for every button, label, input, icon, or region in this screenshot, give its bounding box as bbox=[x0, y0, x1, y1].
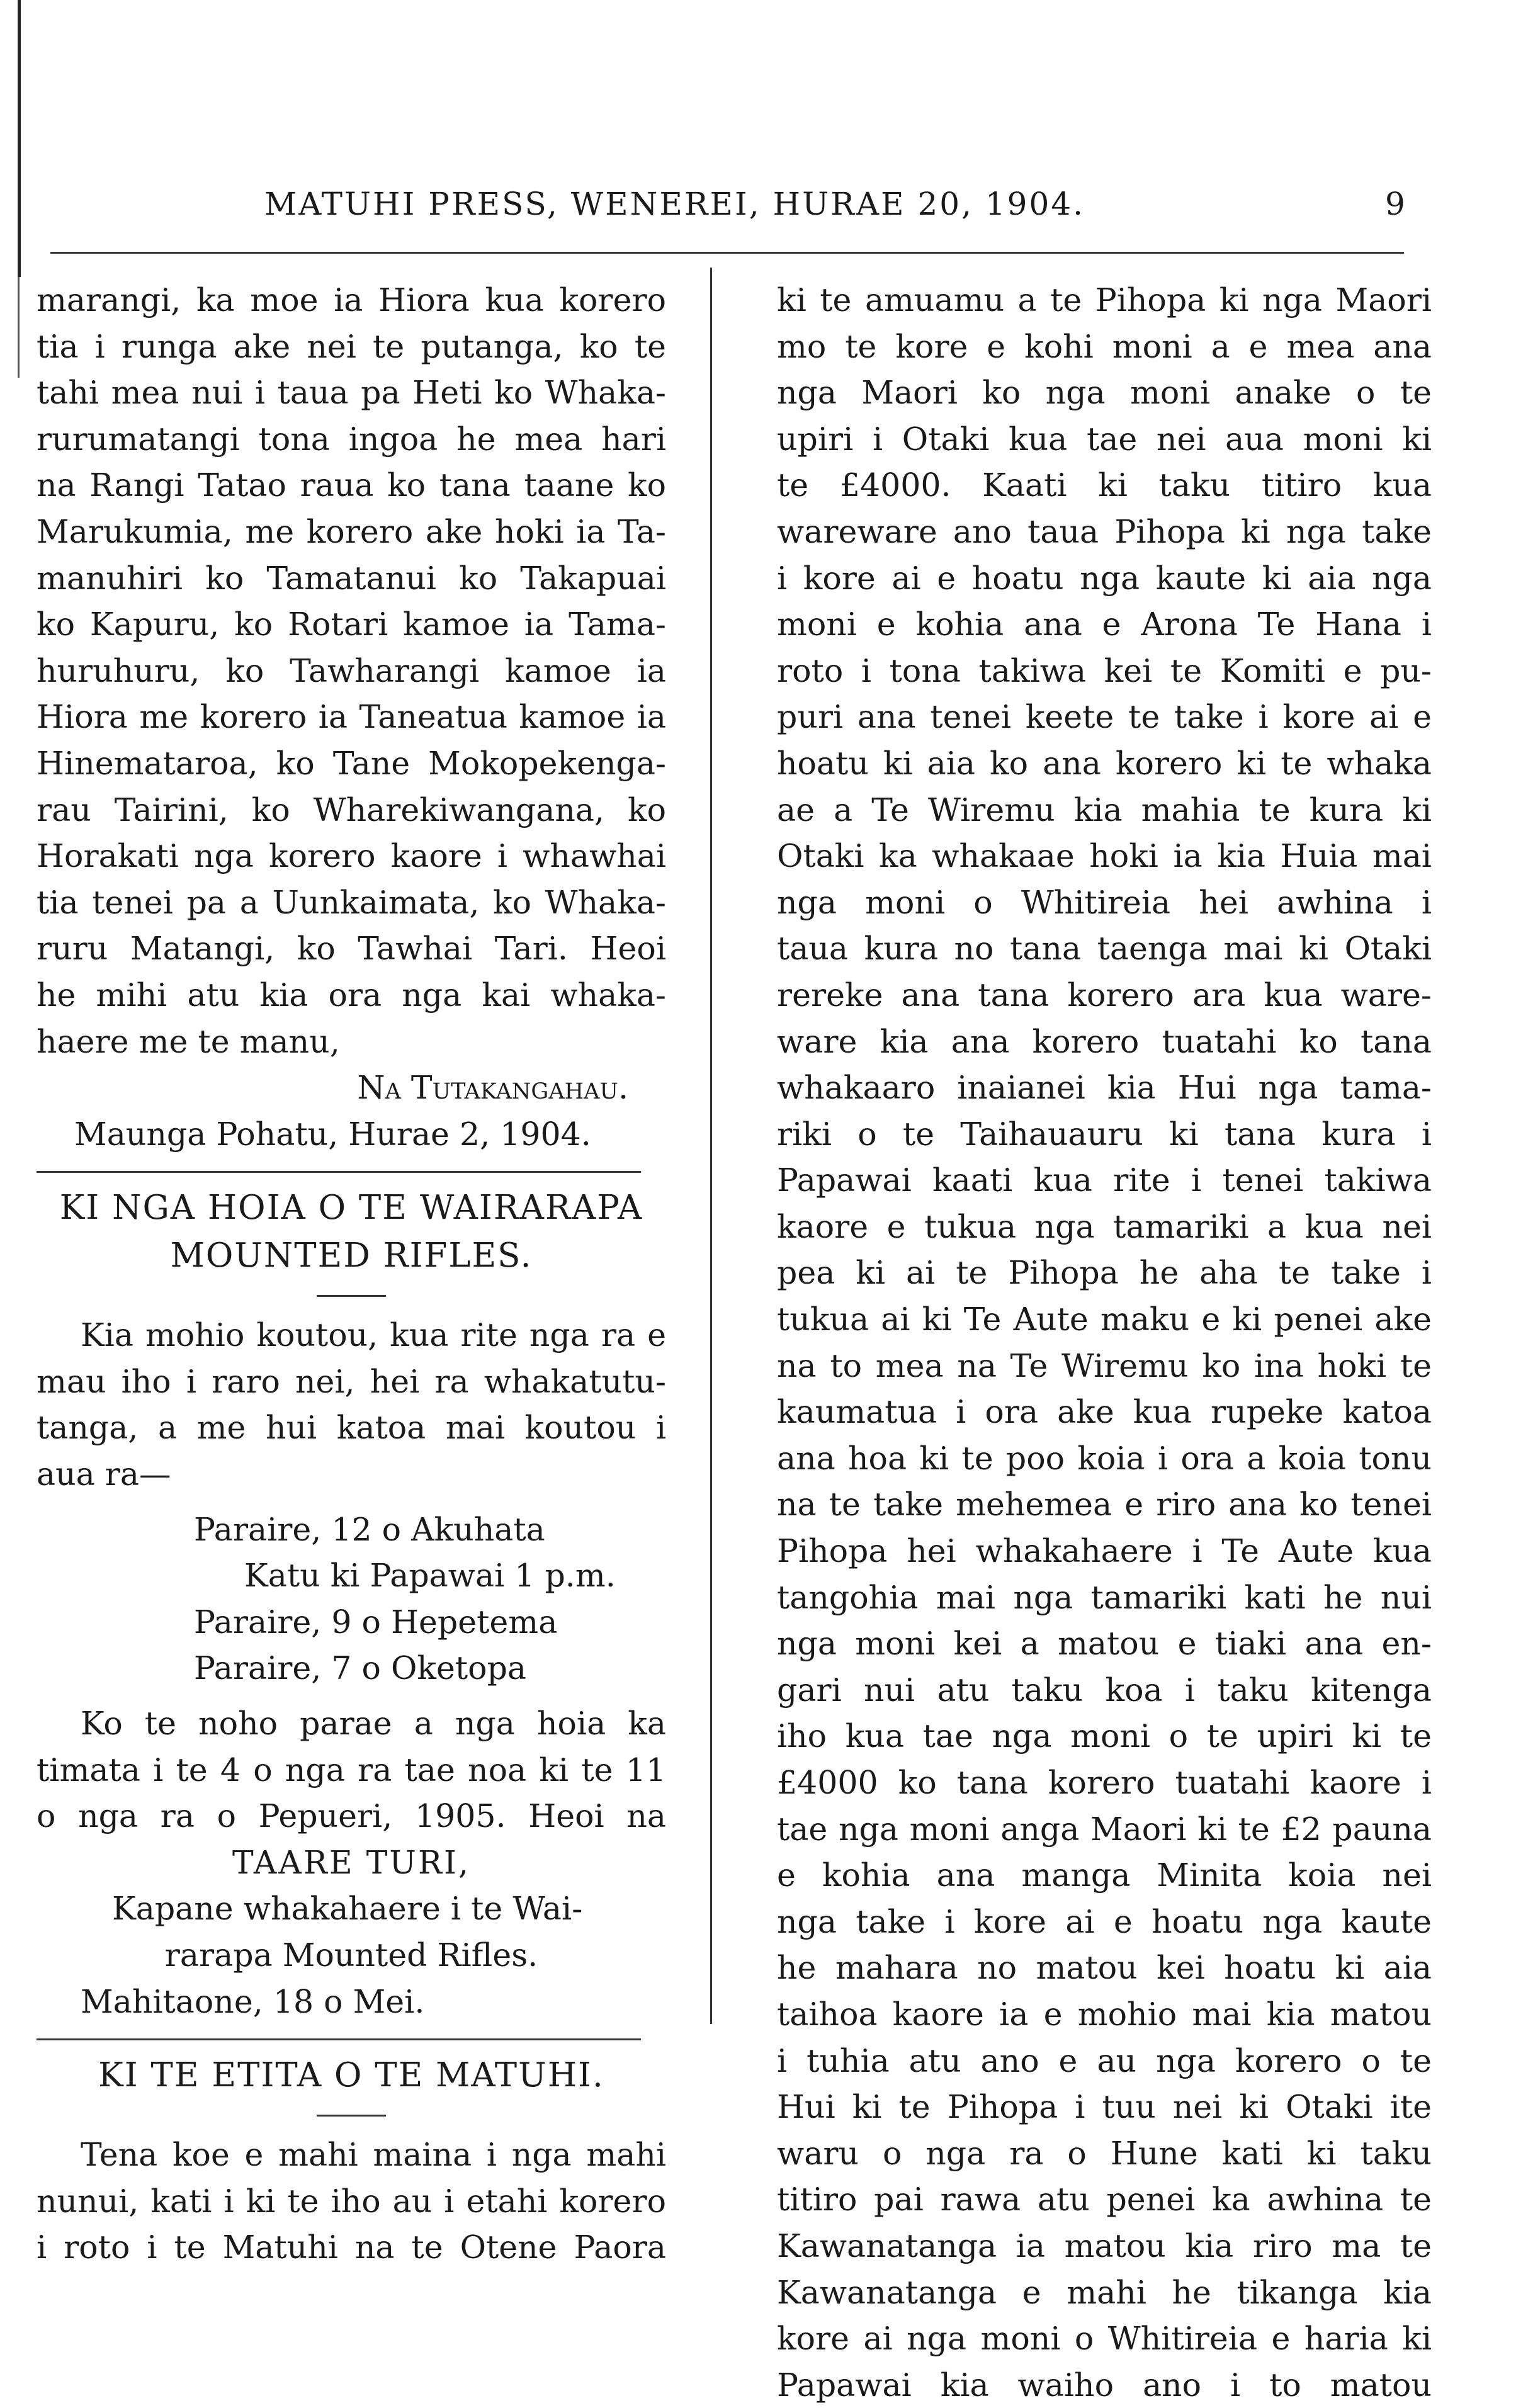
text-line: ana hoa ki te poo koia i ora a koia tonu bbox=[777, 1439, 1432, 1477]
text-line: haere me te manu, bbox=[37, 1022, 340, 1060]
text-line: wareware ano taua Pihopa ki nga take bbox=[777, 512, 1432, 550]
schedule-item: Katu ki Papawai 1 p.m. bbox=[244, 1557, 616, 1595]
text-line: rereke ana tana korero ara kua ware- bbox=[777, 976, 1432, 1014]
schedule-item: Paraire, 7 o Oketopa bbox=[194, 1649, 527, 1687]
text-line: Kawanatanga ia matou kia riro ma te bbox=[777, 2227, 1432, 2264]
text-line: tia tenei pa a Uunkaimata, ko Whaka- bbox=[37, 883, 666, 921]
editor-heading: KI TE ETITA O TE MATUHI. bbox=[98, 2056, 604, 2095]
text-line: Tena koe e mahi maina i nga mahi bbox=[81, 2136, 666, 2174]
text-line: taua kura no tana taenga mai ki Otaki bbox=[777, 930, 1432, 968]
text-line: tanga, a me hui katoa mai koutou i bbox=[37, 1409, 666, 1447]
text-line: Otaki ka whakaae hoki ia kia Huia mai bbox=[777, 837, 1432, 875]
page-number: 9 bbox=[1385, 186, 1405, 222]
text-line: Hinematarоа, ko Tane Mokopekenga- bbox=[37, 744, 666, 782]
dateline: Maunga Pohatu, Hurae 2, 1904. bbox=[74, 1115, 591, 1153]
text-line: Hui ki te Pihopa i tuu nei ki Otaki ite bbox=[777, 2088, 1432, 2126]
text-line: titiro pai rawa atu penei ka awhina te bbox=[777, 2181, 1432, 2219]
text-line: rurumatangi tona ingoa he mea hari bbox=[37, 420, 666, 458]
letter-text bbox=[37, 277, 666, 1157]
signer-title: Kapane whakahaere i te Wai- bbox=[112, 1890, 583, 1928]
text-line: i kore ai e hoatu nga kaute ki aia nga bbox=[777, 559, 1432, 597]
text-line: whakaaro inaianei kia Hui nga tama- bbox=[777, 1069, 1432, 1107]
text-line: Ko te noho parae a nga hoia ka bbox=[81, 1705, 666, 1743]
text-line: nga moni o Whitireia hei awhina i bbox=[777, 883, 1432, 921]
mini-rule bbox=[317, 2115, 386, 2117]
notice-text bbox=[37, 1312, 666, 1497]
signature: Na Tutakangahau. bbox=[357, 1069, 628, 1107]
text-line: ko Kapuru, ko Rotari kamoe ia Tama- bbox=[37, 606, 666, 643]
text-line: ruru Matangi, ko Tawhai Tari. Heoi bbox=[37, 930, 666, 968]
notice-heading: MOUNTED RIFLES. bbox=[170, 1236, 533, 1275]
column-rule bbox=[710, 268, 712, 2024]
text-line: riki o te Taihauauru ki tana kura i bbox=[777, 1115, 1432, 1153]
text-line: Papawai kaati kua rite i tenei takiwa bbox=[777, 1162, 1432, 1199]
mini-rule bbox=[317, 1295, 386, 1297]
text-line: e kohia ana manga Minita koia nei bbox=[777, 1857, 1432, 1894]
text-line: o nga ra o Pepueri, 1905. Heoi na bbox=[37, 1797, 666, 1835]
closing-text bbox=[37, 1700, 666, 2025]
right-column bbox=[777, 277, 1432, 2408]
text-line: mo te kore e kohi moni a e mea ana bbox=[777, 327, 1432, 365]
notice-heading: KI NGA HOIA O TE WAIRARAPA bbox=[59, 1189, 643, 1228]
text-line: na te take mehemea e riro ana ko tenei bbox=[777, 1486, 1432, 1523]
text-line: Horakati nga korero kaore i whawhai bbox=[37, 837, 666, 875]
header-rule bbox=[50, 252, 1404, 254]
text-line: na to mea na Te Wiremu ko ina hoki te bbox=[777, 1347, 1432, 1384]
text-line: taihoa kaore ia e mohio mai kia matou bbox=[777, 1995, 1432, 2033]
text-line: upiri i Otaki kua tae nei aua moni ki bbox=[777, 420, 1432, 458]
schedule bbox=[37, 1506, 666, 1692]
text-line: nga Maori ko nga moni anake o te bbox=[777, 374, 1432, 412]
text-line: puri ana tenei keete te take i kore ai e bbox=[777, 698, 1432, 736]
text-line: te £4000. Kaati ki taku titiro kua bbox=[777, 466, 1432, 504]
text-line: tangohia mai nga tamariki kati he nui bbox=[777, 1578, 1432, 1616]
left-column bbox=[37, 277, 666, 2271]
text-line: Papawai kia waiho ano i to matou bbox=[777, 2366, 1432, 2404]
margin-rule bbox=[18, 0, 21, 277]
text-line: timata i te 4 o nga ra tae noa ki te 11 bbox=[37, 1751, 666, 1789]
text-line: roto i tona takiwa kei te Komiti e pu- bbox=[777, 652, 1432, 689]
text-line: nunui, kati i ki te iho au i etahi korero bbox=[37, 2182, 666, 2220]
text-line: waru o nga ra o Hune kati ki taku bbox=[777, 2134, 1432, 2172]
text-line: kaore e tukua nga tamariki a kua nei bbox=[777, 1207, 1432, 1245]
running-head: MATUHI PRESS, WENEREI, HURAE 20, 1904. bbox=[264, 186, 1085, 222]
text-line: marangi, ka moe ia Hiora kua korero bbox=[37, 281, 666, 319]
section-rule bbox=[37, 2038, 641, 2040]
text-line: Kawanatanga e mahi he tikanga kia bbox=[777, 2273, 1432, 2311]
section-rule bbox=[37, 1171, 641, 1173]
text-line: nga take i kore ai e hoatu nga kaute bbox=[777, 1902, 1432, 1940]
text-line: tukua ai ki Te Aute maku e ki penei ake bbox=[777, 1301, 1432, 1338]
text-line: tia i runga ake nei te putanga, ko te bbox=[37, 327, 666, 365]
margin-rule bbox=[18, 277, 20, 378]
text-line: rau Tairini, ko Wharekiwangana, ko bbox=[37, 791, 666, 828]
text-line: iho kua tae nga moni o te upiri ki te bbox=[777, 1717, 1432, 1755]
text-line: ki te amuamu a te Pihopa ki nga Maori bbox=[777, 281, 1432, 319]
schedule-item: Paraire, 12 o Akuhata bbox=[194, 1510, 545, 1548]
editor-text bbox=[37, 2132, 666, 2271]
text-line: mau iho i raro nei, hei ra whakatutu- bbox=[37, 1362, 666, 1400]
text-line: gari nui atu taku koa i taku kitenga bbox=[777, 1671, 1432, 1709]
text-line: Pihopa hei whakahaere i Te Aute kua bbox=[777, 1532, 1432, 1570]
signer-date: Mahitaone, 18 o Mei. bbox=[81, 1982, 425, 2020]
signer-title: rarapa Mounted Rifles. bbox=[164, 1936, 538, 1974]
text-line: tahi mea nui i taua pa Heti ko Whaka- bbox=[37, 374, 666, 412]
text-line: hoatu ki aia ko ana korero ki te whaka bbox=[777, 744, 1432, 782]
text-line: ware kia ana korero tuatahi ko tana bbox=[777, 1022, 1432, 1060]
text-line: he mahara no matou kei hoatu ki aia bbox=[777, 1949, 1432, 1987]
text-line: i tuhia atu ano e au nga korero o te bbox=[777, 2042, 1432, 2079]
text-line: manuhiri ko Tamatanui ko Takapuai bbox=[37, 559, 666, 597]
text-line: ae a Te Wiremu kia mahia te kura ki bbox=[777, 791, 1432, 828]
text-line: nga moni kei a matou e tiaki ana en- bbox=[777, 1625, 1432, 1663]
text-line: kore ai nga moni o Whitireia e haria ki bbox=[777, 2320, 1432, 2358]
text-line: moni e kohia ana e Arona Te Hana i bbox=[777, 606, 1432, 643]
schedule-item: Paraire, 9 o Hepetema bbox=[194, 1603, 558, 1641]
text-line: he mihi atu kia ora nga kai whaka- bbox=[37, 976, 666, 1014]
text-line: i roto i te Matuhi na te Otene Paora bbox=[37, 2229, 666, 2266]
text-line: huruhuru, ko Tawharangi kamoe ia bbox=[37, 652, 666, 689]
text-line: £4000 ko tana korero tuatahi kaore i bbox=[777, 1764, 1432, 1801]
letter-continuation bbox=[777, 277, 1432, 2408]
text-line: Marukumia, me korero ake hoki ia Ta- bbox=[37, 512, 666, 550]
text-line: tae nga moni anga Maori ki te £2 pauna bbox=[777, 1810, 1432, 1848]
text-line: aua ra— bbox=[37, 1456, 171, 1493]
text-line: kaumatua i ora ake kua rupeke katoa bbox=[777, 1393, 1432, 1431]
text-line: Kia mohio koutou, kua rite nga ra e bbox=[81, 1316, 666, 1354]
text-line: Hiora me korero ia Taneatua kamoe ia bbox=[37, 698, 666, 736]
signer-name: TAARE TURI, bbox=[232, 1843, 471, 1881]
text-line: na Rangi Tatao raua ko tana taane ko bbox=[37, 466, 666, 504]
text-line: pea ki ai te Pihopa he aha te take i bbox=[777, 1254, 1432, 1292]
